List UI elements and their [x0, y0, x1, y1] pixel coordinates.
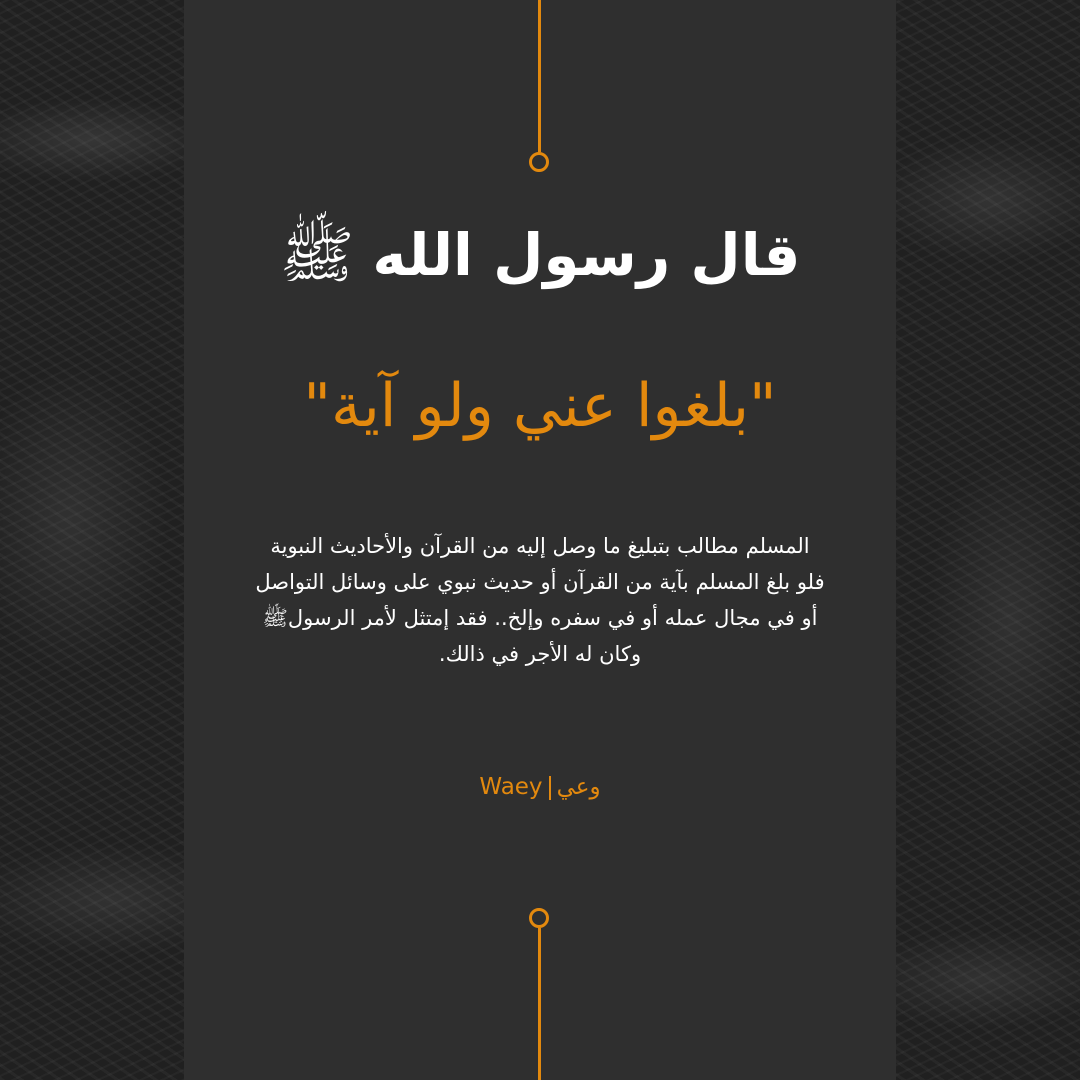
- bottom-divider-line: [538, 928, 541, 1080]
- description-text: [184, 528, 896, 672]
- top-divider-line: [538, 0, 541, 152]
- brand-separator: [549, 776, 551, 800]
- brand-arabic: وعي: [556, 774, 601, 800]
- description-line: أو في مجال عمله أو في سفره وإلخ.. فقد إمتثل لأمر الرسولﷺ: [262, 606, 818, 630]
- brand-signature: [184, 774, 896, 800]
- description-line: وكان له الأجر في ذالك.: [438, 642, 642, 666]
- top-ring-icon: [529, 152, 549, 172]
- honorific-calligraphy-icon: ﷺ: [279, 218, 355, 291]
- heading-row: [184, 200, 896, 310]
- description-line: المسلم مطالب بتبليغ ما وصل إليه من القرآن والأحاديث النبوية: [270, 534, 810, 558]
- bottom-ring-icon: [529, 908, 549, 928]
- hadith-quote: "بلغوا عني ولو آية": [303, 371, 777, 441]
- description-line: فلو بلغ المسلم بآية من القرآن أو حديث نبوي على وسائل التواصل: [255, 570, 825, 594]
- brand-latin: Waey: [479, 774, 543, 800]
- page-title: قال رسول الله: [372, 221, 801, 289]
